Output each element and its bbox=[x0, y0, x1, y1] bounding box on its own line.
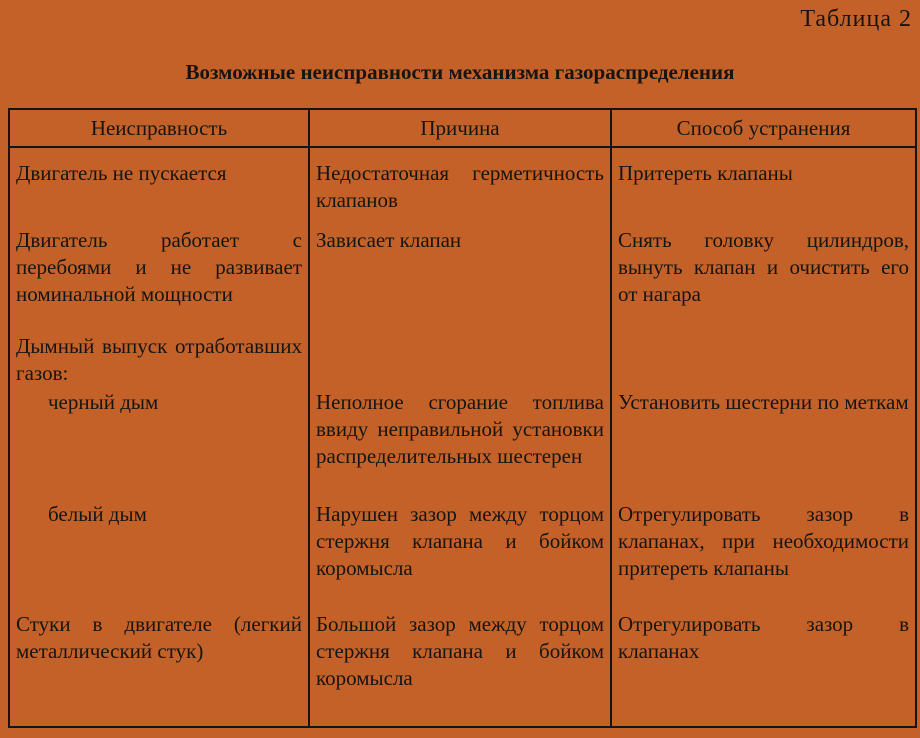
table-row bbox=[9, 227, 916, 333]
faults-table bbox=[8, 108, 917, 728]
fix-cell: Притереть клапаны bbox=[611, 147, 916, 227]
header-cause: Причина bbox=[309, 109, 611, 147]
cause-cell: Неполное сгорание топлива ввиду неправильной установки распределительных шестерен bbox=[309, 389, 611, 501]
cause-cell: Нарушен зазор между торцом стержня клапана и бойком коромысла bbox=[309, 501, 611, 611]
cause-cell bbox=[309, 333, 611, 389]
fix-cell: Снять головку цилиндров, вынуть клапан и очистить его от нагара bbox=[611, 227, 916, 333]
table-row bbox=[9, 389, 916, 501]
header-fix: Способ устранения bbox=[611, 109, 916, 147]
table-row bbox=[9, 147, 916, 227]
fault-cell: Двигатель не пускается bbox=[9, 147, 309, 227]
fix-cell: Отрегулировать зазор в клапанах bbox=[611, 611, 916, 727]
cause-cell: Недостаточная герметичность клапанов bbox=[309, 147, 611, 227]
table-row bbox=[9, 501, 916, 611]
header-fault: Неисправность bbox=[9, 109, 309, 147]
fault-cell: Двигатель работает с перебоями и не развивает номинальной мощности bbox=[9, 227, 309, 333]
table-header-row bbox=[9, 109, 916, 147]
fault-cell: белый дым bbox=[9, 501, 309, 611]
fix-cell: Отрегулировать зазор в клапанах, при необходимости притереть клапаны bbox=[611, 501, 916, 611]
cause-cell: Зависает клапан bbox=[309, 227, 611, 333]
fault-cell: Дымный выпуск отработавших газов: bbox=[9, 333, 309, 389]
table-number: Таблица 2 bbox=[800, 6, 912, 32]
cause-cell: Большой зазор между торцом стержня клапана и бойком коромысла bbox=[309, 611, 611, 727]
fault-cell: черный дым bbox=[9, 389, 309, 501]
fix-cell bbox=[611, 333, 916, 389]
fault-cell: Стуки в двигателе (легкий металлический стук) bbox=[9, 611, 309, 727]
table-row bbox=[9, 333, 916, 389]
fix-cell: Установить шестерни по меткам bbox=[611, 389, 916, 501]
table-row bbox=[9, 611, 916, 727]
table-title: Возможные неисправности механизма газораспределения bbox=[185, 60, 735, 84]
